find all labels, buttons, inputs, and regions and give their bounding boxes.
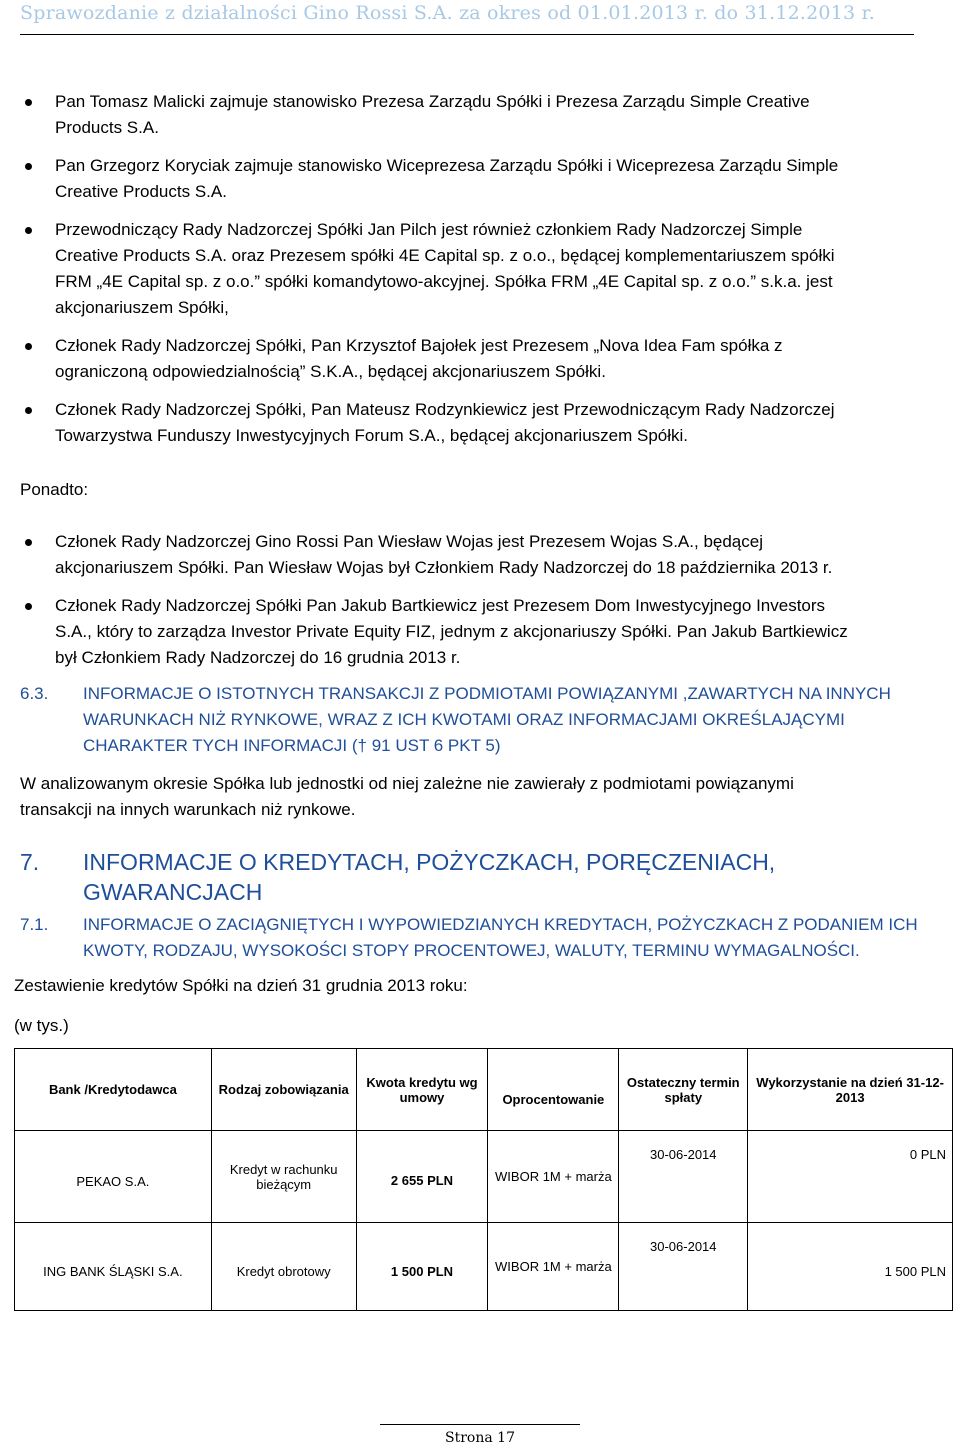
- header-cell: Rodzaj zobowiązania: [211, 1049, 356, 1131]
- section-number: 7.1.: [20, 915, 49, 934]
- bullet-item: [20, 529, 960, 581]
- bullet-line: Członek Rady Nadzorczej Gino Rossi Pan Wiesław Wojas jest Prezesem Wojas S.A., będącej: [55, 532, 763, 551]
- heading-line: INFORMACJE O ZACIĄGNIĘTYCH I WYPOWIEDZIANYCH KREDYTACH, POŻYCZKACH Z PODANIEM ICH: [83, 915, 918, 934]
- ponadto-label: Ponadto:: [20, 480, 89, 499]
- bullet-line: akcjonariuszem Spółki. Pan Wiesław Wojas był Członkiem Rady Nadzorczej do 18 października 2013 r.: [55, 558, 833, 577]
- header-divider: [20, 34, 914, 35]
- bullet-item: [20, 153, 960, 205]
- bullet-line: Przewodniczący Rady Nadzorczej Spółki Jan Pilch jest również członkiem Rady Nadzorczej Simple: [55, 220, 803, 239]
- bullet-line: Towarzystwa Funduszy Inwestycyjnych Forum S.A., będącej akcjonariuszem Spółki.: [55, 426, 689, 445]
- table-cell: 30-06-2014: [619, 1223, 748, 1311]
- paragraph-line: W analizowanym okresie Spółka lub jednostki od niej zależne nie zawierały z podmiotami powiązanymi: [20, 774, 794, 793]
- header-cell: Bank /Kredytodawca: [15, 1049, 212, 1131]
- table-cell: 2 655 PLN: [356, 1131, 488, 1223]
- bullet-line: Pan Grzegorz Koryciak zajmuje stanowisko Wiceprezesa Zarządu Spółki i Wiceprezesa Zarządu Simple: [55, 156, 839, 175]
- section-heading: [83, 681, 946, 759]
- heading-line: CHARAKTER TYCH INFORMACJI († 91 UST 6 PKT 5): [83, 736, 501, 755]
- bullet-line: Products S.A.: [55, 118, 159, 137]
- table-cell: PEKAO S.A.: [15, 1131, 212, 1223]
- table-cell: 0 PLN: [748, 1131, 953, 1223]
- header-cell: Oprocentowanie: [488, 1049, 619, 1131]
- footer-divider: [380, 1424, 580, 1425]
- paragraph: [20, 771, 946, 823]
- bullet-line: akcjonariuszem Spółki,: [55, 298, 229, 317]
- bullet-item: [20, 397, 960, 449]
- bullet-line: Członek Rady Nadzorczej Spółki, Pan Krzysztof Bajołek jest Prezesem „Nova Idea Fam spółka z: [55, 336, 783, 355]
- unit-note: (w tys.): [14, 1016, 69, 1035]
- table-row: [15, 1223, 953, 1311]
- heading-line: INFORMACJE O ISTOTNYCH TRANSAKCJI Z PODMIOTAMI POWIĄZANYMI ,ZAWARTYCH NA INNYCH: [83, 684, 891, 703]
- header-cell: Kwota kredytu wg umowy: [356, 1049, 488, 1131]
- section-heading: [83, 912, 946, 964]
- bullet-line: był Członkiem Rady Nadzorczej do 16 grudnia 2013 r.: [55, 648, 461, 667]
- bullet-line: Creative Products S.A.: [55, 182, 227, 201]
- page-header-title: Sprawozdanie z działalności Gino Rossi S.A. za okres od 01.01.2013 r. do 31.12.2013 r.: [20, 2, 875, 24]
- bullet-item: [20, 593, 960, 671]
- header-cell: Wykorzystanie na dzień 31-12-2013: [748, 1049, 953, 1131]
- paragraph-line: transakcji na innych warunkach niż rynkowe.: [20, 800, 356, 819]
- bullet-line: Członek Rady Nadzorczej Spółki, Pan Mateusz Rodzynkiewicz jest Przewodniczącym Rady Nadzorczej: [55, 400, 835, 419]
- table-header-row: [15, 1049, 953, 1131]
- table-cell: ING BANK ŚLĄSKI S.A.: [15, 1223, 212, 1311]
- section-number: 7.: [20, 849, 40, 875]
- heading-line: WARUNKACH NIŻ RYNKOWE, WRAZ Z ICH KWOTAMI ORAZ INFORMACJAMI OKREŚLAJĄCYMI: [83, 710, 845, 729]
- table-row: [15, 1131, 953, 1223]
- table-cell: WIBOR 1M + marża: [488, 1223, 619, 1311]
- bullet-item: [20, 89, 960, 141]
- bullet-item: [20, 333, 960, 385]
- bullet-item: [20, 217, 960, 321]
- bullet-line: Pan Tomasz Malicki zajmuje stanowisko Prezesa Zarządu Spółki i Prezesa Zarządu Simple Creative: [55, 92, 810, 111]
- bullet-line: Creative Products S.A. oraz Prezesem spółki 4E Capital sp. z o.o., będącej komplementariuszem spółki: [55, 246, 835, 265]
- table-cell: 1 500 PLN: [748, 1223, 953, 1311]
- table-caption: Zestawienie kredytów Spółki na dzień 31 grudnia 2013 roku:: [14, 976, 468, 995]
- section-number: 6.3.: [20, 684, 49, 703]
- table-cell: 1 500 PLN: [356, 1223, 488, 1311]
- section-heading: INFORMACJE O KREDYTACH, POŻYCZKACH, PORĘCZENIACH, GWARANCJACH: [83, 849, 776, 905]
- table-cell: Kredyt w rachunku bieżącym: [211, 1131, 356, 1223]
- table-cell: WIBOR 1M + marża: [488, 1131, 619, 1223]
- heading-line: KWOTY, RODZAJU, WYSOKOŚCI STOPY PROCENTOWEJ, WALUTY, TERMINU WYMAGALNOŚCI.: [83, 941, 860, 960]
- bullet-line: FRM „4E Capital sp. z o.o.” spółki komandytowo-akcyjnej. Spółka FRM „4E Capital sp. z o.o.” s.k.a. jest: [55, 272, 833, 291]
- bullet-line: ograniczoną odpowiedzialnością” S.K.A., będącej akcjonariuszem Spółki.: [55, 362, 606, 381]
- bullet-line: S.A., który to zarządza Investor Private Equity FIZ, jednym z akcjonariuszy Spółki. Pan Jakub Bartkiewicz: [55, 622, 848, 641]
- table-cell: Kredyt obrotowy: [211, 1223, 356, 1311]
- table-cell: 30-06-2014: [619, 1131, 748, 1223]
- page-number: Strona 17: [445, 1430, 515, 1446]
- header-cell: Ostateczny termin spłaty: [619, 1049, 748, 1131]
- bullet-line: Członek Rady Nadzorczej Spółki Pan Jakub Bartkiewicz jest Prezesem Dom Inwestycyjnego Investors: [55, 596, 826, 615]
- credits-table: [14, 1048, 953, 1311]
